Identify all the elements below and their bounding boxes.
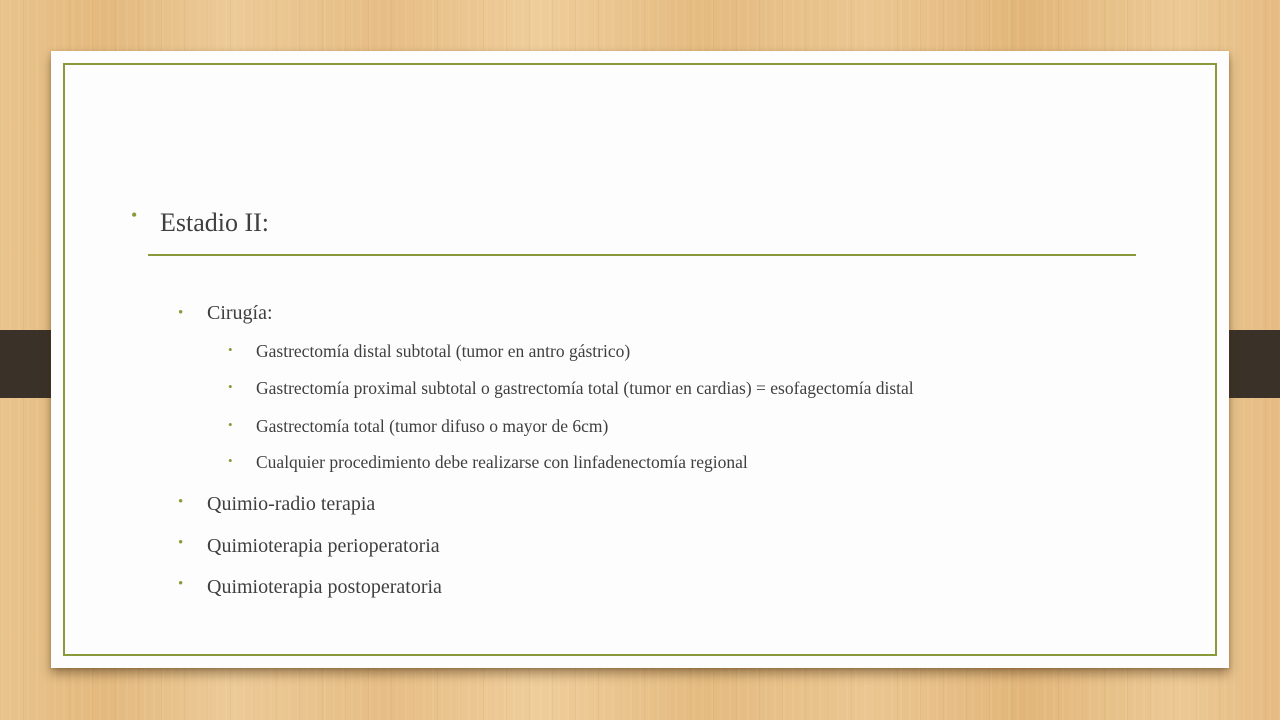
bullet-icon: • <box>228 417 233 432</box>
bullet-icon: • <box>228 342 233 357</box>
slide-frame <box>63 63 1217 656</box>
bullet-icon: • <box>228 379 233 394</box>
list-item-perioperative-chemo: Quimioterapia perioperatoria <box>207 535 440 557</box>
list-item-total-gastrectomy: Gastrectomía total (tumor difuso o mayor de 6cm) <box>256 416 609 436</box>
bullet-icon: • <box>178 535 184 551</box>
list-item-postoperative-chemo: Quimioterapia postoperatoria <box>207 576 442 598</box>
list-item-chemoradiotherapy: Quimio-radio terapia <box>207 493 376 515</box>
bullet-icon: • <box>228 453 233 468</box>
bullet-icon: • <box>178 494 184 510</box>
title-bullet-icon: • <box>131 205 138 225</box>
bullet-icon: • <box>178 305 184 321</box>
list-item-surgery: Cirugía: <box>207 302 273 324</box>
bullet-icon: • <box>178 576 184 592</box>
list-item-lymphadenectomy: Cualquier procedimiento debe realizarse con linfadenectomía regional <box>256 452 748 472</box>
list-item-proximal-subtotal: Gastrectomía proximal subtotal o gastrectomía total (tumor en cardias) = esofagectomía distal <box>256 378 914 398</box>
title-divider <box>148 254 1136 256</box>
slide-title: Estadio II: <box>160 208 270 237</box>
list-item-distal-subtotal: Gastrectomía distal subtotal (tumor en antro gástrico) <box>256 341 631 361</box>
